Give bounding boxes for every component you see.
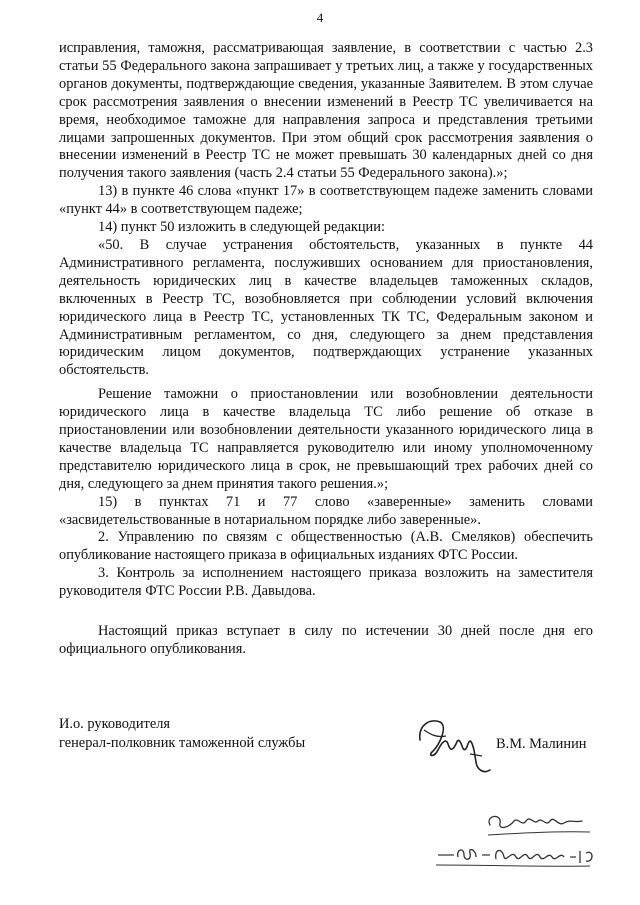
signature: [410, 700, 500, 790]
signatory-title: И.о. руководителя: [59, 716, 171, 732]
paragraph: 15) в пунктах 71 и 77 слово «заверенные» заменить словами «засвидетельствованные в нотариальном порядке либо заверенные».: [59, 493, 593, 528]
signatory-name: В.М. Малинин: [496, 736, 587, 752]
page-number: 4: [316, 10, 324, 25]
paragraph: 3. Контроль за исполнением настоящего приказа возложить на заместителя руководителя ФТС России Р.В. Давыдова.: [59, 565, 593, 600]
paragraph: Решение таможни о приостановлении или возобновлении деятельности юридического лица в качестве владельца ТС либо решение об отказе в приостановлении или возобновлении деятельности указанного юридического лица в качестве владельца ТС направляется руководителю или иному уполномоченному представителю юридического лица в срок, не превышающий трех рабочих дней со дня, следующего за днем принятия такого решения.»;: [59, 386, 593, 492]
paragraph: 14) пункт 50 изложить в следующей редакции:: [98, 219, 385, 236]
handwritten-note: [430, 805, 600, 875]
paragraph: исправления, таможня, рассматривающая заявление, в соответствии с частью 2.3 статьи 55 Федерального закона запрашивает у третьих лиц, а также у государственных органов документы, подтверждающие сведения, указанные Заявителем. В этом случае срок рассмотрения заявления о внесении изменений в Реестр ТС увеличивается на время, необходимое таможне для направления запроса и представления третьими лицами запрошенных документов. При этом общий срок рассмотрения заявления о внесении изменений в Реестр ТС не может превышать 30 календарных дней со дня получения такого заявления (часть 2.4 статьи 55 Федерального закона).»;: [59, 40, 593, 182]
paragraph: Настоящий приказ вступает в силу по истечении 30 дней после дня его официального опубликования.: [59, 623, 593, 657]
paragraph: 2. Управлению по связям с общественностью (А.В. Смеляков) обеспечить опубликование настоящего приказа в официальных изданиях ФТС России.: [59, 529, 593, 564]
paragraph: «50. В случае устранения обстоятельств, указанных в пункте 44 Административного регламента, послуживших основанием для приостановления, деятельность юридических лиц в качестве владельцев таможенных складов, включенных в Реестр ТС, возобновляется при соблюдении условий включения юридического лица в Реестр ТС, установленных ТК ТС, Федеральным законом и Административным регламентом, со дня, следующего за днем представления юридическим лицом документов, подтверждающих устранение указанных обстоятельств.: [59, 236, 593, 379]
signatory-rank: генерал-полковник таможенной службы: [59, 735, 306, 751]
paragraph: 13) в пункте 46 слова «пункт 17» в соответствующем падеже заменить словами «пункт 44» в соответствующем падеже;: [59, 183, 593, 218]
document-body: [59, 40, 593, 659]
signatory-position: [59, 715, 305, 753]
